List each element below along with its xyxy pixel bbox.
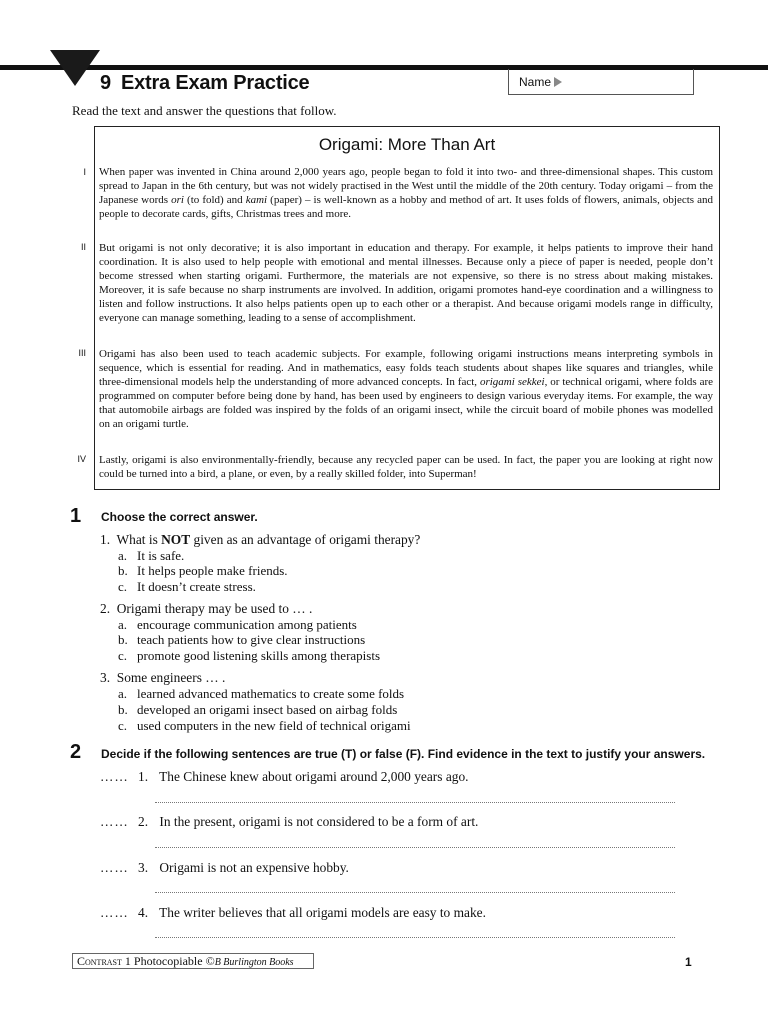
unit-number: 9 xyxy=(100,72,111,94)
paragraph-numeral: I xyxy=(83,167,86,177)
reading-paragraph: But origami is not only decorative; it is also important in education and therapy. For example, it helps patients to improve their hand coordination. It is also used to help people with emotional and mental illnesses. Because only a piece of paper is needed, people don’t become stressed when starting origami. Furthermore, the materials are not expensive, so there is no stress about making mistakes. Moreover, it is safe because no sharp instruments are involved. In addition, origami promotes hand-eye coordination and a willingness to listen and follow instructions. It also helps patients open up to each other or a therapist. And because origami models range in difficulty, everyone can manage something, leading to a sense of accomplishment. xyxy=(99,242,713,325)
page-number: 1 xyxy=(685,955,692,969)
reading-paragraph: When paper was invented in China around 2,000 years ago, people began to fold it into two- and three-dimensional shapes. This custom spread to Japan in the 6th century, but was not widely practised in the West until the middle of the 20th century. Today origami – from the Japanese words ori (to fold) and kami (paper) – is well-known as a hobby and method of art. It uses folds of flowers, animals, objects and people to decorate cards, gifts, Christmas trees and more. xyxy=(99,166,713,221)
answer-blank[interactable]: …… xyxy=(100,769,129,784)
paragraph-numeral: II xyxy=(80,242,86,252)
answer-option[interactable]: b. developed an origami insect based on airbag folds xyxy=(118,702,398,717)
publisher-logo: B Burlington Books xyxy=(214,957,294,968)
answer-blank[interactable]: …… xyxy=(100,814,129,829)
answer-option[interactable]: b. teach patients how to give clear instructions xyxy=(118,632,366,647)
exercise-number: 2 xyxy=(70,741,82,763)
exercise-instruction: Decide if the following sentences are true (T) or false (F). Find evidence in the text to justify your answers. xyxy=(101,747,706,761)
true-false-statement: …… 2. In the present, origami is not considered to be a form of art. xyxy=(100,814,479,829)
evidence-line[interactable] xyxy=(155,937,675,938)
page-title xyxy=(100,72,309,95)
answer-blank[interactable]: …… xyxy=(100,905,129,920)
answer-option[interactable]: a. encourage communication among patients xyxy=(118,617,357,632)
instruction-text: Read the text and answer the questions that follow. xyxy=(72,103,337,118)
answer-option[interactable]: b. It helps people make friends. xyxy=(118,563,288,578)
question: 1. What is NOT given as an advantage of origami therapy? xyxy=(100,532,421,547)
unit-title-text: Extra Exam Practice xyxy=(120,72,310,94)
reading-paragraph: Origami has also been used to teach academic subjects. For example, following origami instructions means interpreting symbols in sequence, which is essential for reading. And in mathematics, easy folds teach students about shapes like squares and triangles, while three-dimensional models help the understanding of more advanced concepts. In fact, origami sekkei, or technical origami, where folds are programmed on computer before being done by hand, has been used by engineers to design various everyday items. For example, the way that automobile airbags are folded was inspired by the folds of an origami insect, while the circuit board of mobile phones was modelled on an origami turtle. xyxy=(99,348,713,431)
header-triangle-icon xyxy=(50,50,100,86)
true-false-statement: …… 4. The writer believes that all origami models are easy to make. xyxy=(100,905,486,920)
reading-paragraph: Lastly, origami is also environmentally-friendly, because any recycled paper can be used. In fact, the paper you are looking at right now could be turned into a bird, a plane, or even, by a really skilled folder, into Superman! xyxy=(99,454,713,481)
paragraph-numeral: III xyxy=(78,348,86,358)
answer-option[interactable]: c. promote good listening skills among therapists xyxy=(118,648,381,663)
arrow-right-icon xyxy=(554,77,562,87)
true-false-statement: …… 1. The Chinese knew about origami around 2,000 years ago. xyxy=(100,769,469,784)
name-field[interactable] xyxy=(508,69,694,95)
question: 2. Origami therapy may be used to … . xyxy=(100,601,313,616)
answer-option[interactable]: a. It is safe. xyxy=(118,548,185,563)
answer-option[interactable]: c. It doesn’t create stress. xyxy=(118,579,256,594)
paragraph-numeral: IV xyxy=(77,454,86,464)
answer-option[interactable]: a. learned advanced mathematics to create some folds xyxy=(118,686,405,701)
exercise-instruction: Choose the correct answer. xyxy=(101,510,258,524)
reading-text-box xyxy=(94,126,720,490)
reading-title: Origami: More Than Art xyxy=(318,135,496,154)
true-false-statement: …… 3. Origami is not an expensive hobby. xyxy=(100,860,349,875)
answer-option[interactable]: c. used computers in the new field of technical origami xyxy=(118,718,411,733)
answer-blank[interactable]: …… xyxy=(100,860,129,875)
footer-copyright: Contrast 1 Photocopiable ©B Burlington Books xyxy=(72,953,314,969)
evidence-line[interactable] xyxy=(155,892,675,893)
question: 3. Some engineers … . xyxy=(100,670,226,685)
exercise-number: 1 xyxy=(70,505,82,527)
evidence-line[interactable] xyxy=(155,802,675,803)
evidence-line[interactable] xyxy=(155,847,675,848)
name-label: Name xyxy=(519,75,552,89)
